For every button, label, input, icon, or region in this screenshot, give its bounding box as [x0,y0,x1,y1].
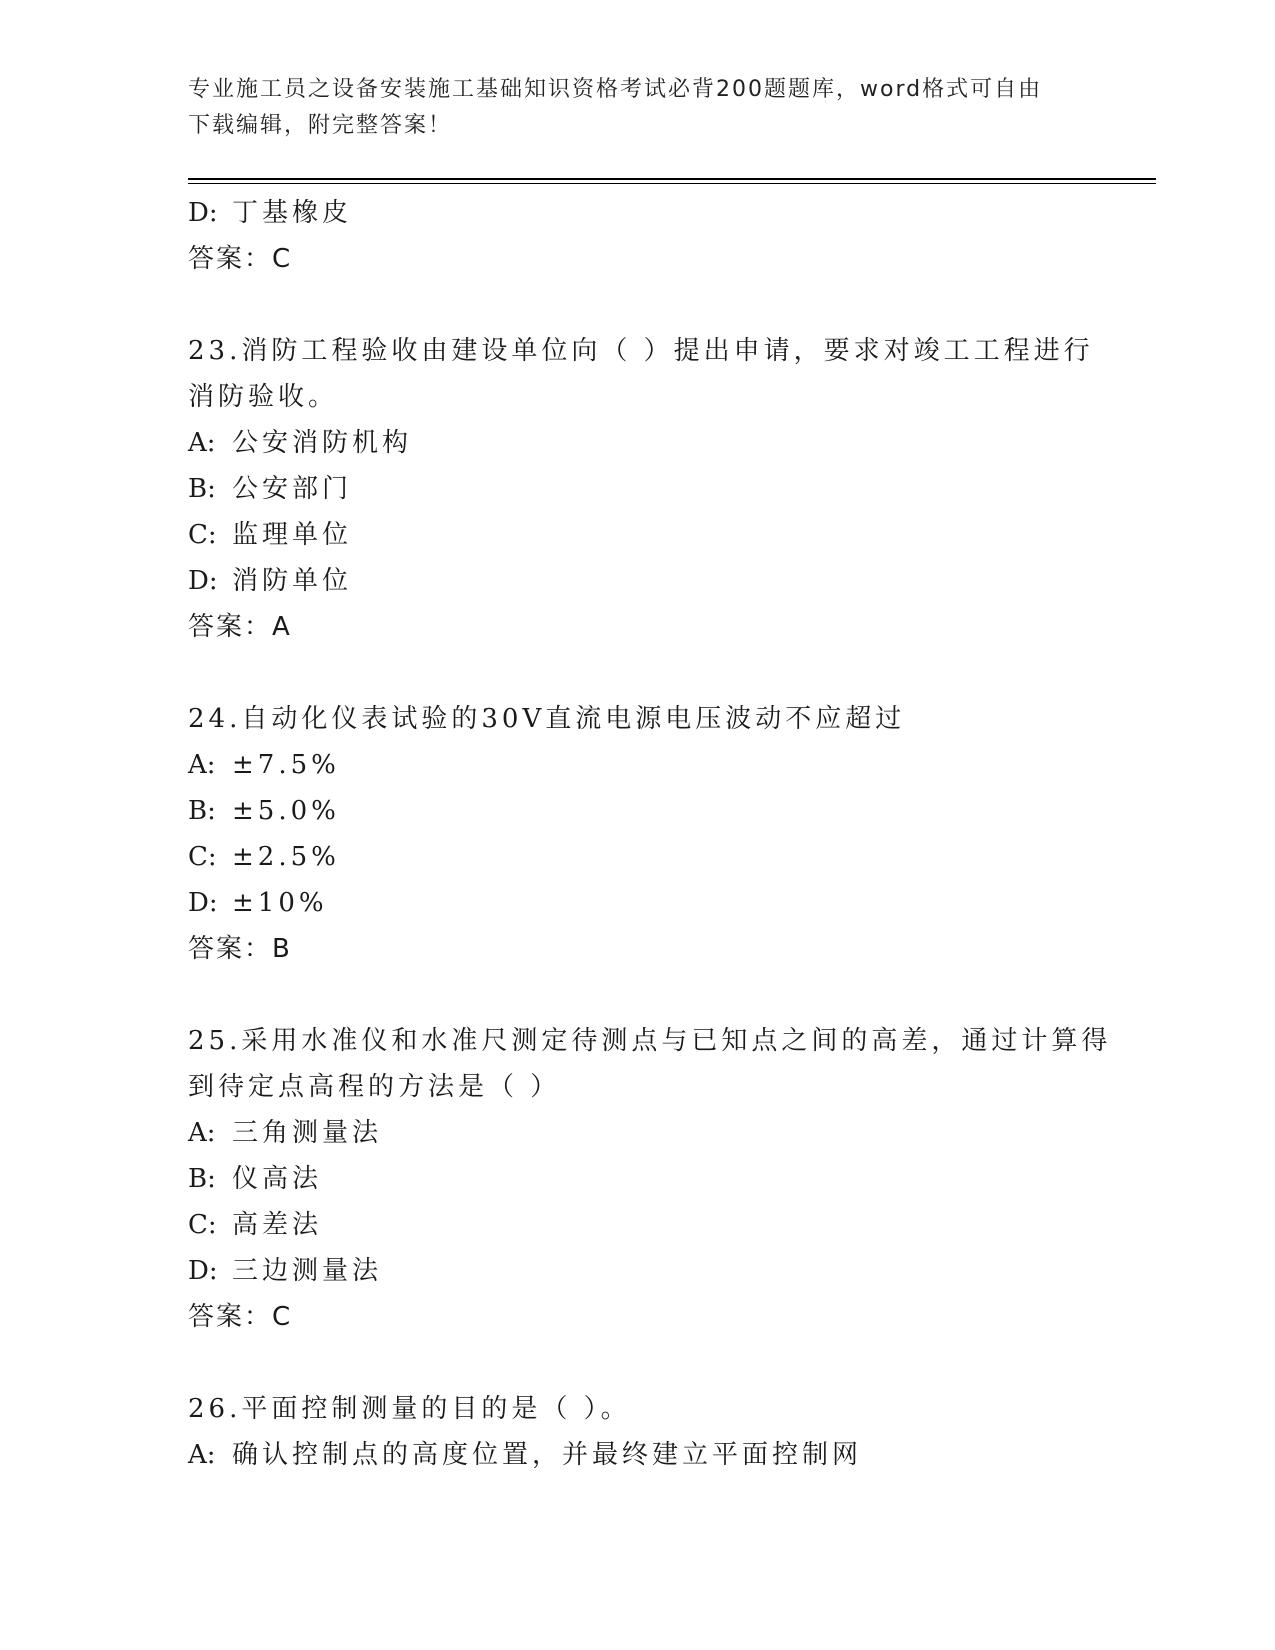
option-text: 三边测量法 [232,1256,383,1286]
question-23 [188,328,1094,650]
option-c [188,1202,1088,1248]
option-label: B: [188,1164,216,1194]
option-label: C: [188,842,217,872]
option-text: ±2.5% [232,842,340,872]
option-label: A: [188,428,216,458]
option-a [188,420,1088,466]
question-stem-line-1: 自动化仪表试验的30V直流电源电压波动不应超过 [241,704,906,734]
option-c [188,834,1088,880]
option-text: ±5.0% [232,796,340,826]
option-d [188,1248,1088,1294]
question-stem [188,328,1094,374]
option-text: 三角测量法 [232,1118,383,1148]
option-text: 仪高法 [232,1164,323,1194]
option-b [188,1156,1088,1202]
option-label: B: [188,796,216,826]
option-b [188,466,1088,512]
document-header [188,72,1088,144]
spacer [188,650,1088,696]
question-stem [188,1018,1112,1064]
option-label: A: [188,1440,216,1470]
question-number: 25. [188,1026,242,1056]
spacer [188,282,1088,328]
option-label: A: [188,1118,216,1148]
option-label: D: [188,566,218,596]
option-c [188,512,1088,558]
question-number: 26. [188,1394,242,1424]
question-stem-line-1: 采用水准仪和水准尺测定待测点与已知点之间的高差，通过计算得 [241,1026,1112,1056]
document-body [188,190,1112,1478]
option-d [188,558,1088,604]
option-text: 监理单位 [232,520,353,550]
option-label: A: [188,750,216,780]
header-line-2: 下载编辑，附完整答案！ [188,113,453,138]
option-text: 消防单位 [232,566,353,596]
header-line-1: 专业施工员之设备安装施工基础知识资格考试必背200题题库，word格式可自由 [188,77,1043,102]
header-rule-thin [188,183,1156,184]
option-label: B: [188,474,216,504]
option-a [188,1432,1088,1478]
question-stem [188,696,1088,742]
question-number: 23. [188,336,242,366]
question-stem-line-2: 到待定点高程的方法是（ ） [188,1072,561,1102]
question-24 [188,696,1088,972]
spacer [188,972,1088,1018]
option-text: 公安消防机构 [232,428,413,458]
question-stem [188,1386,1088,1432]
option-label: C: [188,520,217,550]
option-text: 高差法 [232,1210,323,1240]
option-text: ±7.5% [232,750,340,780]
question-stem-line-2: 消防验收。 [188,382,339,412]
option-label: D: [188,1256,218,1286]
answer: 答案：A [188,612,292,642]
option-d-carryover [188,190,1088,236]
option-label: D: [188,198,218,228]
question-25 [188,1018,1112,1340]
question-number: 24. [188,704,242,734]
option-text: 确认控制点的高度位置，并最终建立平面控制网 [232,1440,863,1470]
question-stem-line-1: 平面控制测量的目的是（ ）。 [241,1394,631,1424]
option-a [188,1110,1088,1156]
option-label: C: [188,1210,217,1240]
option-label: D: [188,888,218,918]
option-text: ±10% [232,888,328,918]
option-b [188,788,1088,834]
answer: 答案：C [188,1302,293,1332]
option-d [188,880,1088,926]
question-26 [188,1386,1088,1478]
option-a [188,742,1088,788]
option-text: 公安部门 [232,474,353,504]
option-text: 丁基橡皮 [232,198,353,228]
spacer [188,1340,1088,1386]
question-stem-line-1: 消防工程验收由建设单位向（ ）提出申请，要求对竣工工程进行 [241,336,1094,366]
answer: 答案：B [188,934,292,964]
header-rule-thick [188,178,1156,180]
answer-carryover: 答案：C [188,244,293,274]
